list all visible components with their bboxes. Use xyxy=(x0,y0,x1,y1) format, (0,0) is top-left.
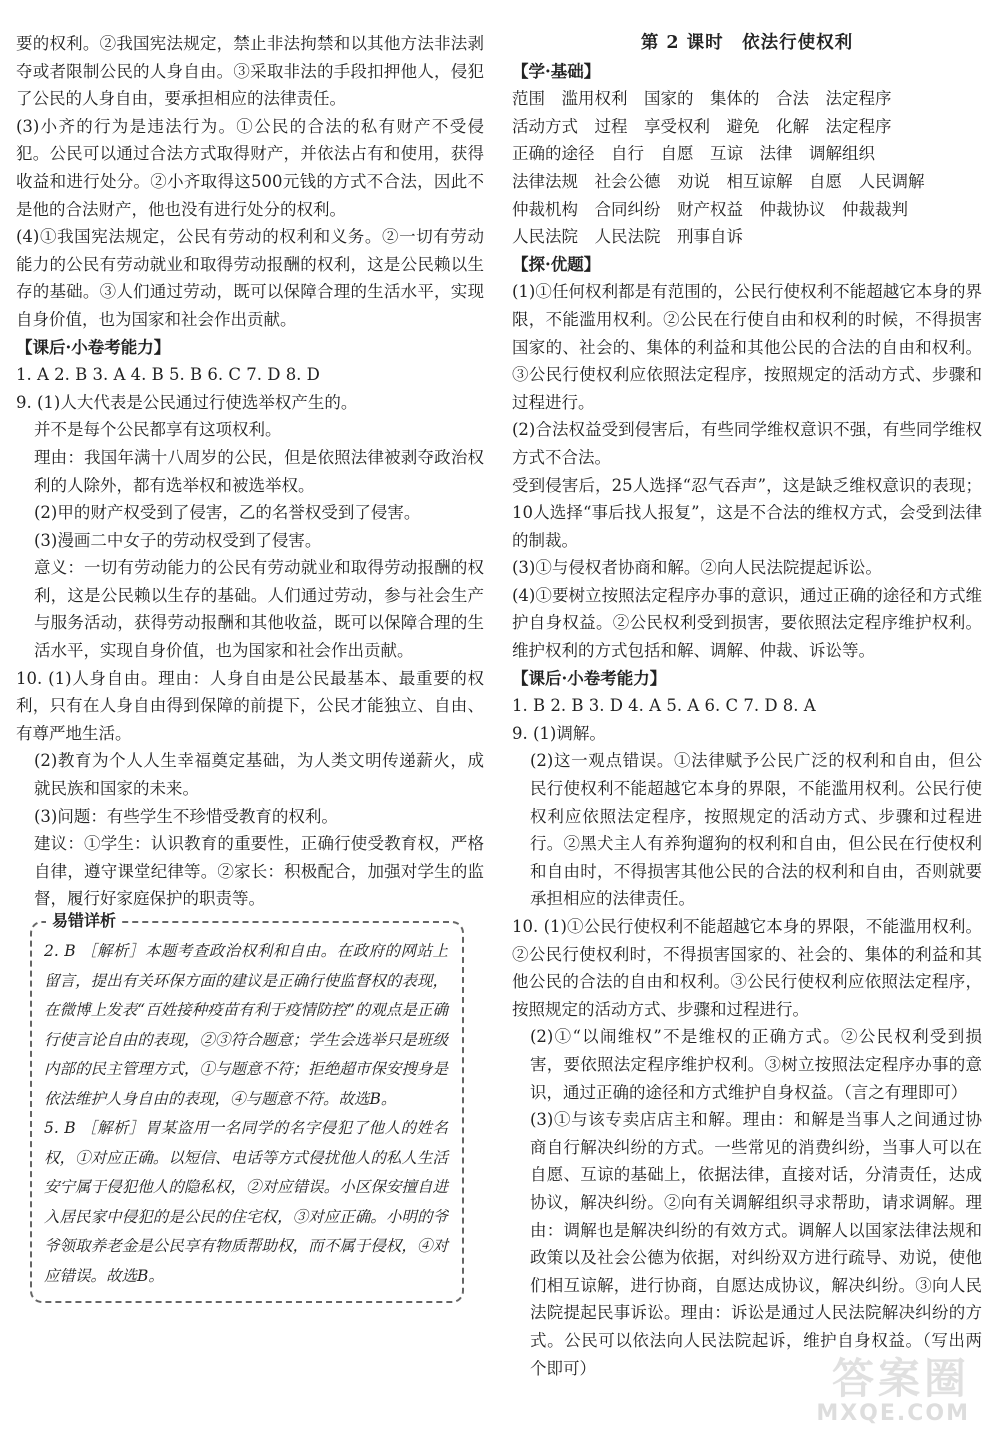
section-heading: 【探·优题】 xyxy=(512,254,601,274)
answer-text: (3)①与该专卖店店主和解。理由：和解是当事人之间通过协商自行解决纠纷的方式。一些常见的消费纠纷，当事人可以在自愿、互谅的基础上，依据法律，直接对话，分清责任，达成协议，解决纠纷。②向有关调解组织寻求帮助，请求调解。理由：调解也是解决纠纷的有效方式。调解人以国家法律法规和政策以及社会公德为依据，对纠纷双方进行疏导、劝说，使他们相互谅解，进行协商，自愿达成协议，解决纠纷。③向人民法院提起民事诉讼。理由：诉讼是通过人民法院解决纠纷的方式。公民可以依法向人民法院起诉，维护自身权益。（写出两个即可） xyxy=(530,1110,982,1378)
left-column xyxy=(16,30,484,1303)
right-column xyxy=(512,30,982,1382)
paragraph: (4)①要树立按照法定程序办事的意识，通过正确的途径和方式维护自身权益。②公民权利受到损害，要依照法定程序维护权利。维护权利的方式包括和解、调解、仲裁、诉讼等。 xyxy=(512,585,982,661)
blank-answers: 仲裁机构 合同纠纷 财产权益 仲裁协议 仲裁裁判 xyxy=(512,199,908,219)
watermark-url: MXQE.COM xyxy=(816,1401,970,1426)
answer-text: 意义：一切有劳动能力的公民有劳动就业和取得劳动报酬的权利，这是公民赖以生存的基础。人们通过劳动，参与社会生产与服务活动，获得劳动报酬和其他收益，既可以保障合理的生活水平，实现自身价值，也为国家和社会作出贡献。 xyxy=(34,558,484,661)
analysis-item: 2. B ［解析］本题考查政治权利和自由。在政府的网站上留言，提出有关环保方面的建议是正确行使监督权的表现，在微博上发表“百姓接种疫苗有利于疫情防控”的观点是正确行使言论自由的表现，②③符合题意；学生会选举只是班级内部的民主管理方式，①与题意不符；拒绝超市保安搜身是依法维护人身自由的表现，④与题意不符。故选B。 xyxy=(44,942,448,1108)
answer-line: 1. A 2. B 3. A 4. B 5. B 6. C 7. D 8. D xyxy=(16,365,320,385)
watermark xyxy=(760,1346,970,1426)
paragraph: (3)小齐的行为是违法行为。①公民的合法的私有财产不受侵犯。公民可以通过合法方式取得财产，并依法占有和使用，获得收益和进行处分。②小齐取得这500元钱的方式不合法，因此不是他的合法财产，他也没有进行处分的权利。 xyxy=(16,116,484,219)
question-10: 10. (1)①公民行使权利不能超越它本身的界限，不能滥用权利。②公民行使权利时，不得损害国家的、社会的、集体的利益和其他公民的合法的自由和权利。③公民行使权利应依照法定程序，按照规定的活动方式、步骤和过程进行。 xyxy=(512,917,982,1019)
question-9: 9. (1)调解。 xyxy=(512,723,606,743)
blank-answers: 正确的途径 自行 自愿 互谅 法律 调解组织 xyxy=(512,144,875,164)
answer-text: (2)①“以闹维权”不是维权的正确方式。②公民权利受到损害，要依照法定程序维护权利。③树立按照法定程序办事的意识，通过正确的途径和方式维护自身权益。（言之有理即可） xyxy=(530,1027,982,1102)
answer-text: 理由：我国年满十八周岁的公民，但是依照法律被剥夺政治权利的人除外，都有选举权和被选举权。 xyxy=(34,447,484,495)
answer-text: (2)这一观点错误。①法律赋予公民广泛的权利和自由，但公民行使权利不能超越它本身的界限，不能滥用权利。公民行使权利应依照法定程序，按照规定的活动方式、步骤和过程进行。②黑犬主人有养狗遛狗的权利和自由，但公民在行使权利和自由时，不得损害其他公民的合法的权利和自由，否则就要承担相应的法律责任。 xyxy=(530,751,982,909)
answer-text: 建议：①学生：认识教育的重要性，正确行使受教育权，严格自律，遵守课堂纪律等。②家长：积极配合，加强对学生的监督，履行好家庭保护的职责等。 xyxy=(34,834,484,909)
paragraph: 要的权利。②我国宪法规定，禁止非法拘禁和以其他方法非法剥夺或者限制公民的人身自由。③采取非法的手段扣押他人，侵犯了公民的人身自由，要承担相应的法律责任。 xyxy=(16,34,484,109)
error-analysis-box xyxy=(30,911,464,1303)
question-10: 10. (1)人身自由。理由：人身自由是公民最基本、最重要的权利，只有在人身自由得到保障的前提下，公民才能独立、自由、有尊严地生活。 xyxy=(16,668,484,743)
lesson-title: 第 2 课时 依法行使权利 xyxy=(640,33,854,53)
answer-text: (3)漫画二中女子的劳动权受到了侵害。 xyxy=(34,530,322,550)
paragraph: (3)①与侵权者协商和解。②向人民法院提起诉讼。 xyxy=(512,558,882,578)
blank-answers: 活动方式 过程 享受权利 避免 化解 法定程序 xyxy=(512,116,892,136)
answer-line: 1. B 2. B 3. D 4. A 5. A 6. C 7. D 8. A xyxy=(512,696,816,716)
answer-text: (2)甲的财产权受到了侵害，乙的名誉权受到了侵害。 xyxy=(34,503,421,523)
section-heading: 【学·基础】 xyxy=(512,61,601,81)
answer-text: (3)问题：有些学生不珍惜受教育的权利。 xyxy=(34,806,338,826)
question-9: 9. (1)人大代表是公民通过行使选举权产生的。 xyxy=(16,392,358,412)
box-title: 易错详析 xyxy=(46,909,122,933)
answer-text: (2)教育为个人人生幸福奠定基础，为人类文明传递薪火，成就民族和国家的未来。 xyxy=(34,751,484,799)
paragraph: 受到侵害后，25人选择“忍气吞声”，这是缺乏维权意识的表现；10人选择“事后找人报复”，这是不合法的维权方式，会受到法律的制裁。 xyxy=(512,475,982,550)
blank-answers: 范围 滥用权利 国家的 集体的 合法 法定程序 xyxy=(512,89,892,109)
blank-answers: 法律法规 社会公德 劝说 相互谅解 自愿 人民调解 xyxy=(512,171,925,191)
watermark-logo: 答案圈 xyxy=(831,1354,970,1403)
analysis-item: 5. B ［解析］胃某盗用一名同学的名字侵犯了他人的姓名权，①对应正确。以短信、电话等方式侵扰他人的私人生活安宁属于侵犯他人的隐私权，②对应错误。小区保安擅自进入居民家中侵犯的是公民的住宅权，③对应正确。小明的爷爷领取养老金是公民享有物质帮助权，而不属于侵权，④对应错误。故选B。 xyxy=(44,1119,448,1285)
section-heading: 【课后·小卷考能力】 xyxy=(512,668,667,688)
section-heading: 【课后·小卷考能力】 xyxy=(16,337,171,357)
paragraph: (2)合法权益受到侵害后，有些同学维权意识不强，有些同学维权方式不合法。 xyxy=(512,420,982,467)
blank-answers: 人民法院 人民法院 刑事自诉 xyxy=(512,227,743,247)
paragraph: (4)①我国宪法规定，公民有劳动的权利和义务。②一切有劳动能力的公民有劳动就业和取得劳动报酬的权利，这是公民赖以生存的基础。③人们通过劳动，既可以保障合理的生活水平，实现自身价值，也为国家和社会作出贡献。 xyxy=(16,227,484,329)
paragraph: (1)①任何权利都是有范围的，公民行使权利不能超越它本身的界限，不能滥用权利。②公民在行使自由和权利的时候，不得损害国家的、社会的、集体的利益和其他公民的合法的自由和权利。③公民行使权利应依照法定程序，按照规定的活动方式、步骤和过程进行。 xyxy=(512,282,982,412)
answer-text: 并不是每个公民都享有这项权利。 xyxy=(34,420,282,440)
